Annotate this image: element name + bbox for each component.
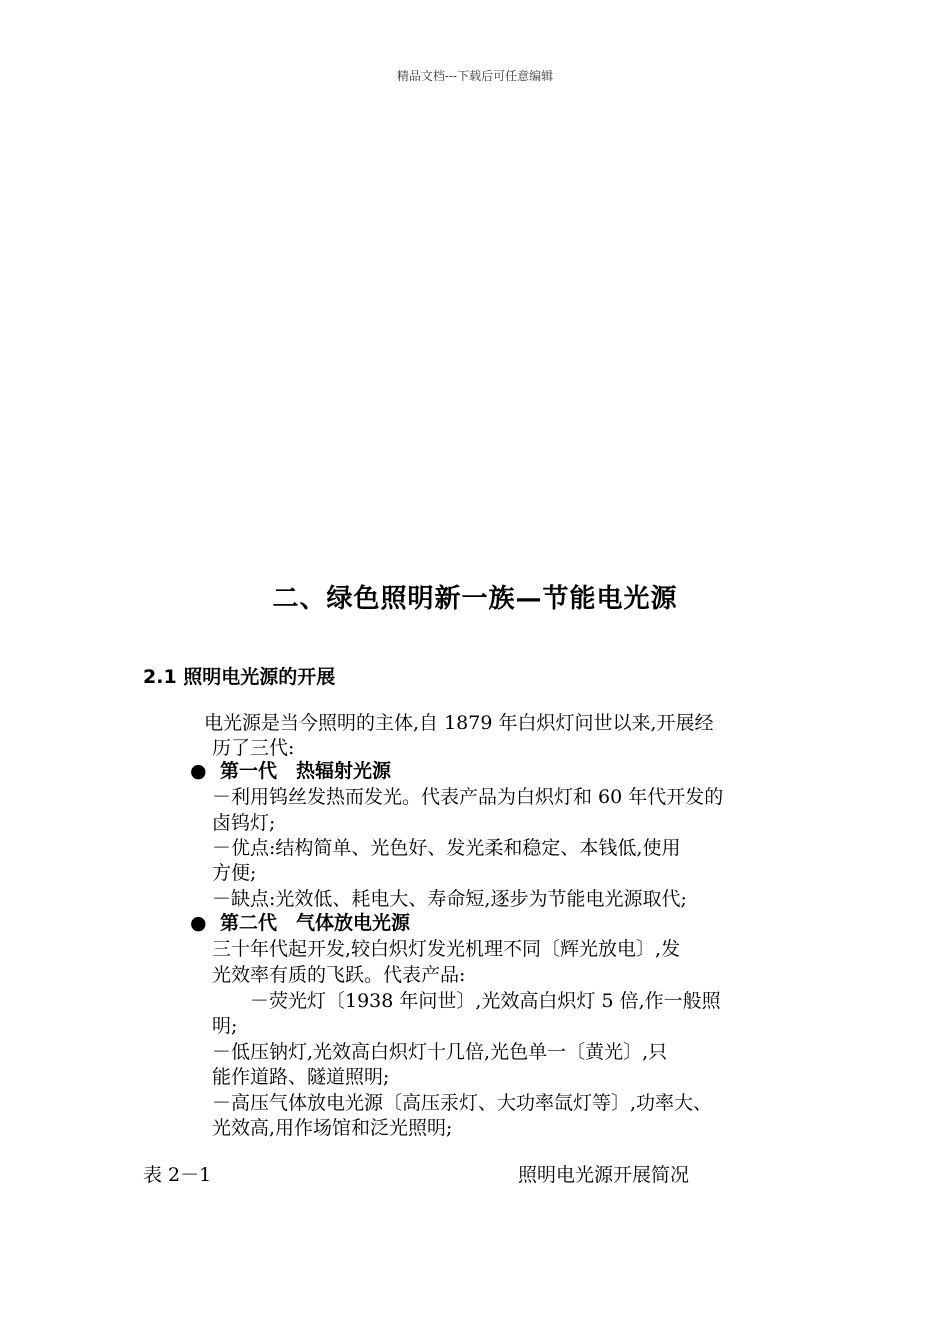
gen1-line: －缺点:光效低、耗电大、寿命短,逐步为节能电光源取代;	[212, 888, 687, 910]
chapter-title: 二、绿色照明新一族—节能电光源	[272, 584, 678, 614]
gen1-line: －利用钨丝发热而发光。代表产品为白炽灯和 60 年代开发的	[212, 786, 724, 808]
gen2-heading: 第二代 气体放电光源	[220, 912, 411, 934]
bullet-icon: ●	[190, 760, 207, 782]
gen2-line: －高压气体放电光源〔高压汞灯、大功率氙灯等〕,功率大、	[212, 1092, 713, 1114]
page-header: 精品文档---下载后可任意编辑	[396, 69, 554, 83]
gen1-line: 方便;	[212, 862, 257, 884]
gen2-line: 能作道路、隧道照明;	[212, 1066, 390, 1088]
section-heading: 2.1 照明电光源的开展	[143, 666, 336, 688]
gen2-line: 明;	[212, 1015, 238, 1037]
gen2-line: 三十年代起开发,较白炽灯发光机理不同〔辉光放电〕,发	[212, 938, 681, 960]
gen1-line: 卤钨灯;	[212, 812, 276, 834]
gen1-heading-row	[190, 758, 391, 784]
gen1-line: －优点:结构简单、光色好、发光柔和稳定、本钱低,使用	[212, 837, 681, 859]
gen2-line: －低压钠灯,光效高白炽灯十几倍,光色单一〔黄光〕,只	[212, 1041, 668, 1063]
intro-line: 历了三代:	[212, 737, 295, 759]
gen2-heading-row	[190, 910, 410, 936]
gen2-line: 光效高,用作场馆和泛光照明;	[212, 1117, 453, 1139]
gen2-line: －荧光灯〔1938 年问世〕,光效高白炽灯 5 倍,作一般照	[212, 990, 721, 1012]
bullet-icon: ●	[190, 912, 207, 934]
intro-line: 电光源是当今照明的主体,自 1879 年白炽灯问世以来,开展经	[204, 712, 714, 734]
gen1-heading: 第一代 热辐射光源	[220, 760, 392, 782]
gen2-line: 光效率有质的飞跃。代表产品:	[212, 964, 466, 986]
table-title: 照明电光源开展简况	[518, 1164, 690, 1186]
table-label: 表 2－1	[143, 1164, 212, 1186]
